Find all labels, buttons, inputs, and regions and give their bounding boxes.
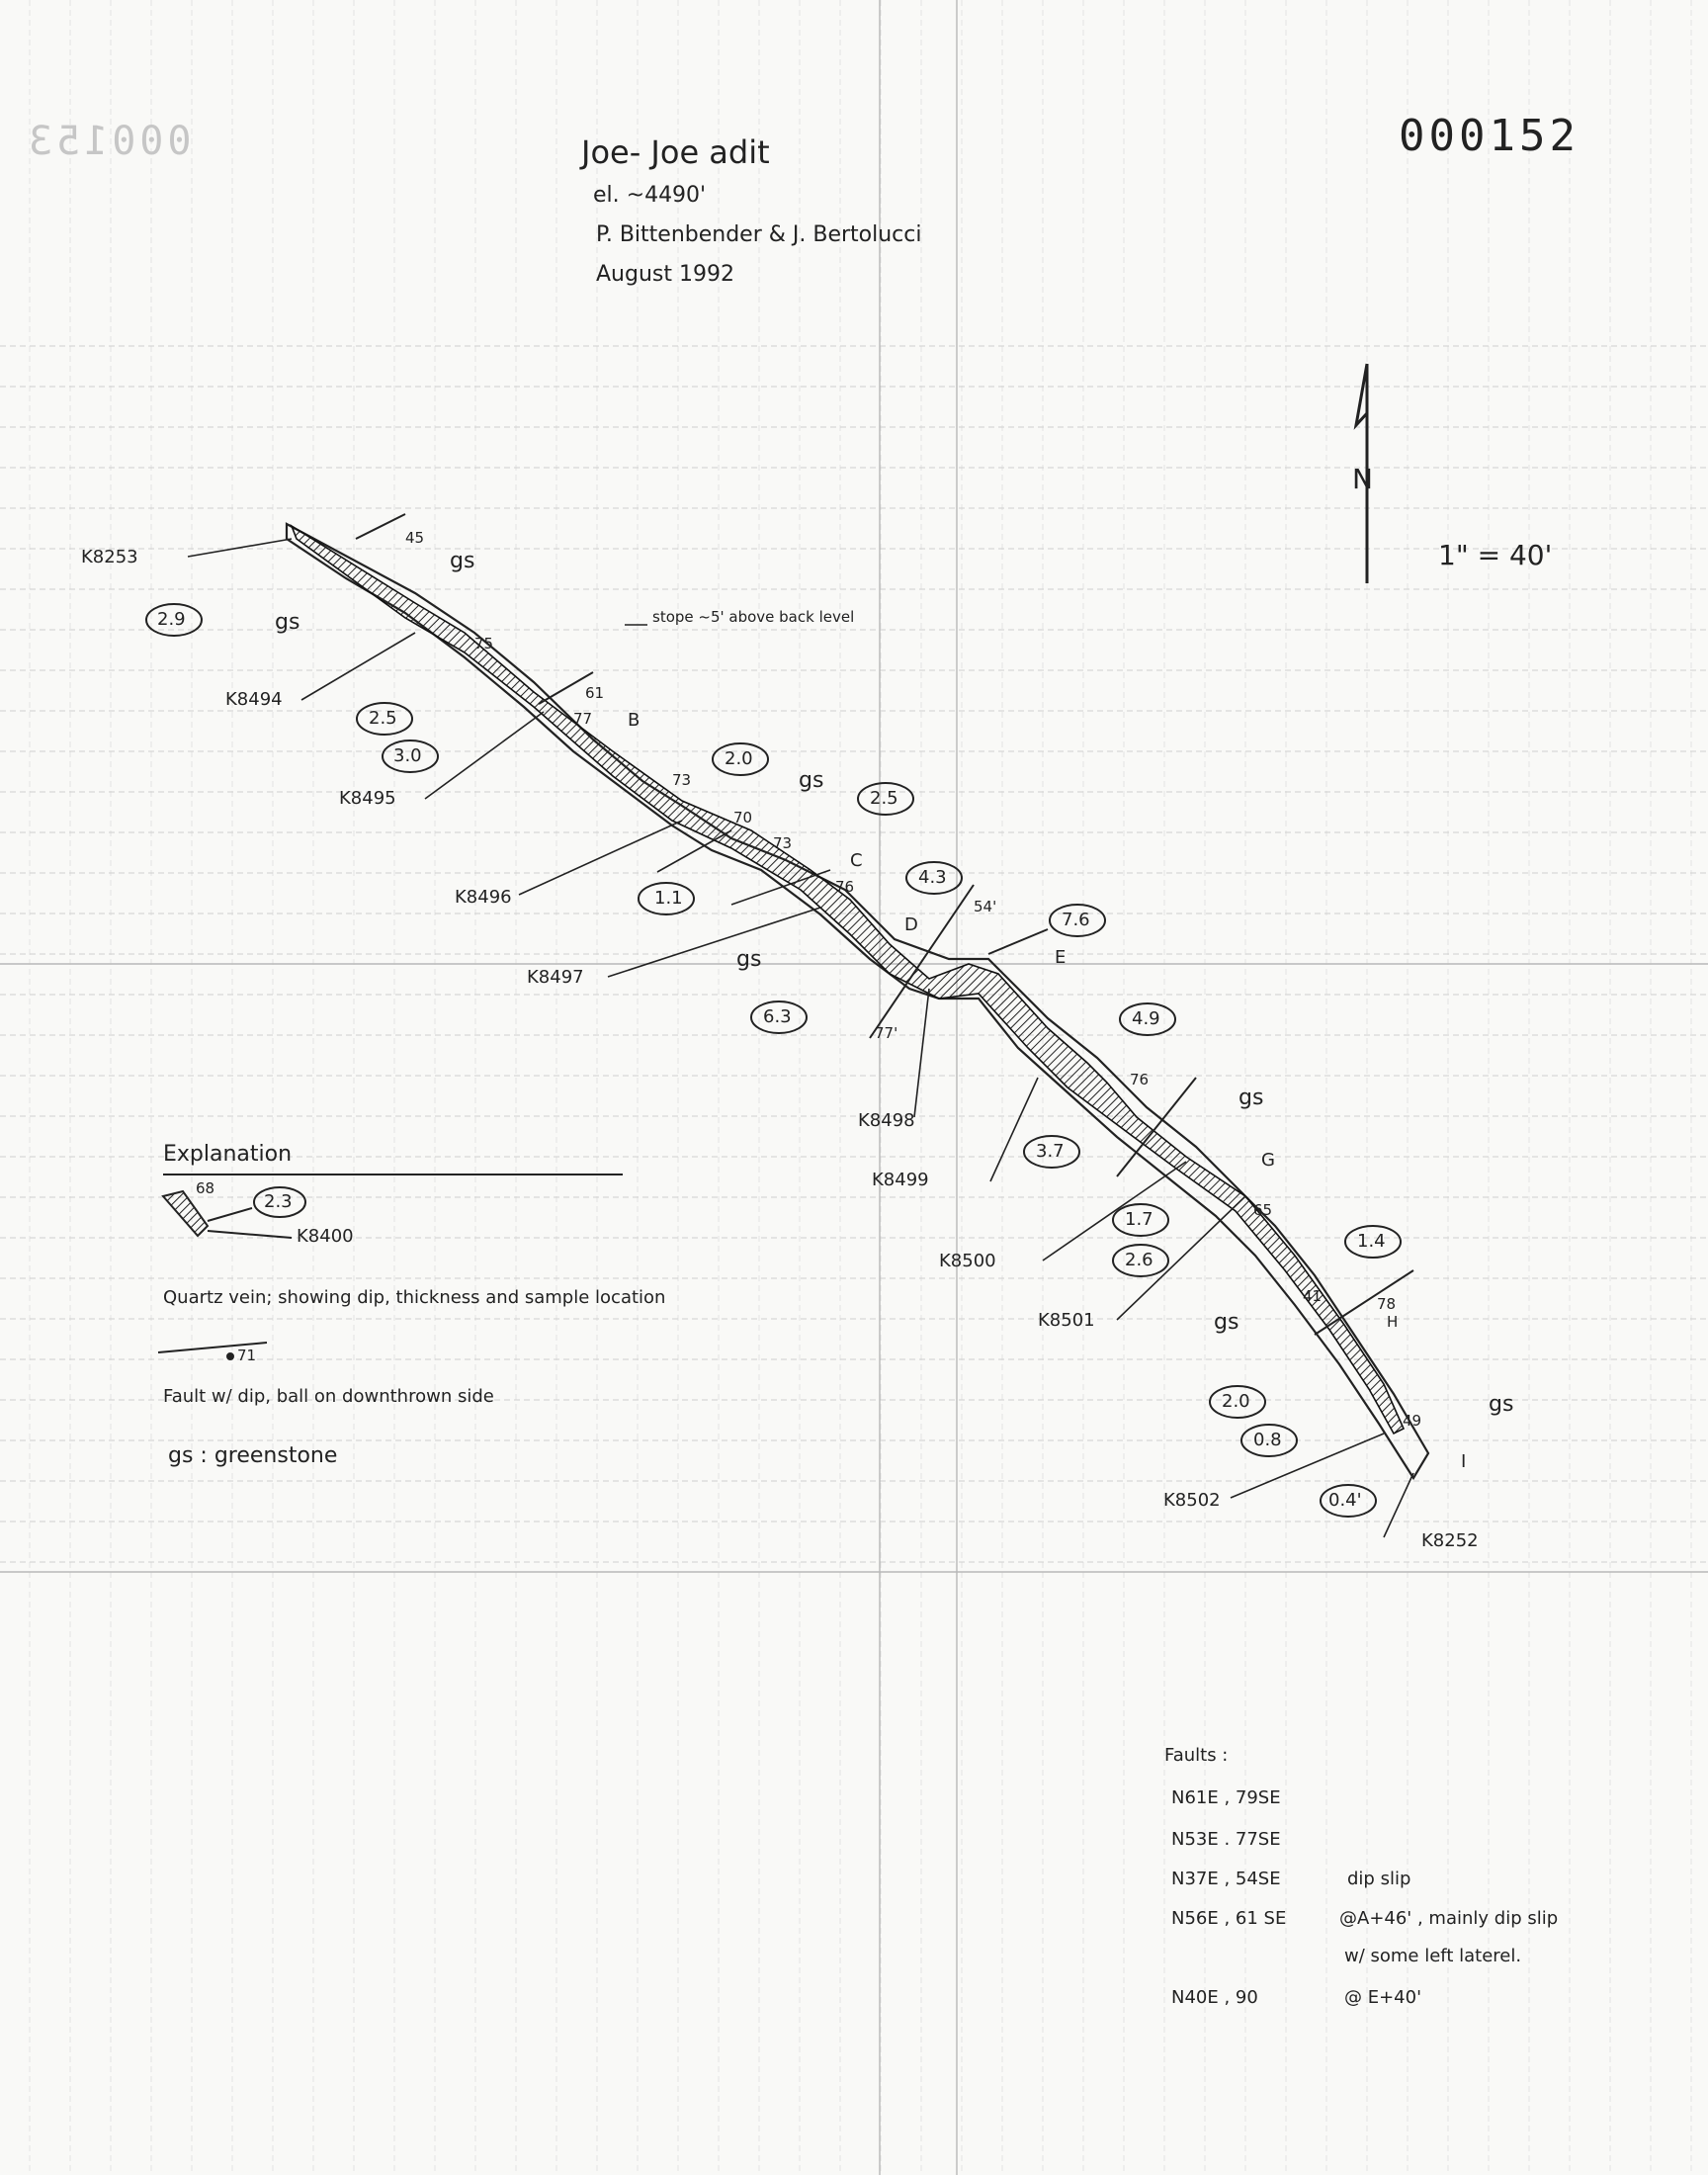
explanation-vein-sample: K8400 — [297, 1226, 354, 1247]
sample-label: K8496 — [455, 887, 512, 908]
explanation-gs-text: gs : greenstone — [168, 1443, 338, 1468]
dip-value: 77 — [573, 710, 593, 728]
document-id: 000152 — [1399, 111, 1580, 161]
thickness-value: 3.0 — [393, 745, 422, 766]
dip-value: 77' — [875, 1024, 898, 1042]
sample-label: K8253 — [81, 547, 138, 567]
dip-value: 45 — [405, 529, 425, 547]
dip-value: 54' — [974, 898, 997, 915]
explanation-heading: Explanation — [163, 1142, 293, 1167]
dip-value: 49 — [1403, 1412, 1422, 1430]
thickness-value: 0.4' — [1328, 1490, 1362, 1511]
rock-label: gs — [1489, 1392, 1514, 1417]
dip-value: 73 — [773, 834, 793, 852]
faults-heading: Faults : — [1164, 1745, 1229, 1766]
sample-label: K8497 — [527, 967, 584, 988]
thickness-value: 4.9 — [1132, 1008, 1160, 1029]
thickness-value: 6.3 — [763, 1006, 792, 1027]
thickness-value: 3.7 — [1036, 1141, 1065, 1162]
dip-value: 41 — [1303, 1287, 1323, 1305]
fault-note: @A+46' , mainly dip slip — [1339, 1908, 1559, 1929]
dip-value: 73 — [672, 771, 692, 789]
rock-label: gs — [450, 549, 475, 573]
dip-value: 78 — [1377, 1295, 1397, 1313]
fault-strike: N53E . 77SE — [1171, 1829, 1281, 1850]
thickness-value: 4.3 — [918, 867, 947, 888]
map-title: Joe- Joe adit — [581, 133, 770, 171]
thickness-value: 2.0 — [1222, 1391, 1250, 1412]
fault-strike: N37E , 54SE — [1171, 1869, 1281, 1889]
sample-label: K8494 — [225, 689, 283, 710]
thickness-value: 0.8 — [1253, 1430, 1282, 1450]
sample-label: K8502 — [1163, 1490, 1221, 1511]
thickness-value: 2.0 — [725, 748, 753, 769]
rock-label: gs — [799, 768, 824, 793]
adit-outline — [287, 524, 1428, 1478]
fault-note: @ E+40' — [1344, 1987, 1422, 2008]
dip-value: 61 — [585, 684, 605, 702]
thickness-value: 2.5 — [369, 708, 397, 729]
dip-value: 65 — [1253, 1201, 1273, 1219]
station-label: D — [904, 914, 918, 935]
dip-value: 76 — [1130, 1071, 1150, 1088]
station-label: E — [1055, 947, 1067, 968]
fault-note: w/ some left laterel. — [1344, 1946, 1522, 1966]
station-label: C — [850, 850, 863, 871]
explanation-vein-thickness: 2.3 — [264, 1191, 293, 1212]
thickness-value: 2.5 — [870, 788, 898, 809]
explanation-vein-dip: 68 — [196, 1179, 215, 1197]
rock-label: gs — [275, 610, 300, 635]
rock-label: gs — [1238, 1086, 1264, 1110]
station-label: G — [1261, 1150, 1275, 1171]
explanation-symbols — [158, 1174, 623, 1359]
dip-value: 75 — [474, 635, 494, 652]
thickness-value: 1.4 — [1357, 1231, 1386, 1252]
document-id-ghost: 000153 — [25, 119, 192, 164]
map-date: August 1992 — [596, 262, 734, 287]
station-label: B — [628, 710, 640, 731]
dip-value: 76 — [835, 878, 855, 896]
sample-label: K8498 — [858, 1110, 915, 1131]
stope-note: stope ~5' above back level — [652, 608, 855, 626]
map-authors: P. Bittenbender & J. Bertolucci — [596, 222, 922, 247]
station-label: H — [1387, 1313, 1399, 1331]
explanation-fault-text: Fault w/ dip, ball on downthrown side — [163, 1386, 494, 1407]
thickness-value: 1.7 — [1125, 1209, 1153, 1230]
station-label: I — [1461, 1451, 1467, 1472]
thickness-value: 2.9 — [157, 609, 186, 630]
thickness-value: 2.6 — [1125, 1250, 1153, 1270]
thickness-value: 1.1 — [654, 888, 683, 909]
sample-label: K8499 — [872, 1170, 929, 1190]
explanation-vein-text: Quartz vein; showing dip, thickness and sample location — [163, 1287, 666, 1308]
north-label: N — [1352, 463, 1373, 495]
dip-value: 70 — [733, 809, 753, 826]
fault-strike: N61E , 79SE — [1171, 1787, 1281, 1808]
thickness-value: 7.6 — [1062, 910, 1090, 930]
sample-label: K8501 — [1038, 1310, 1095, 1331]
fault-strike: N40E , 90 — [1171, 1987, 1258, 2008]
fault-strike: N56E , 61 SE — [1171, 1908, 1287, 1929]
sample-label: K8252 — [1421, 1530, 1479, 1551]
rock-label: gs — [1214, 1310, 1239, 1335]
sample-label: K8495 — [339, 788, 396, 809]
rock-label: gs — [736, 947, 762, 972]
sample-label: K8500 — [939, 1251, 996, 1271]
thickness-ovals — [146, 604, 1401, 1517]
fault-note: dip slip — [1347, 1869, 1411, 1889]
scale-label: 1" = 40' — [1438, 539, 1553, 571]
explanation-fault-dip: 71 — [237, 1347, 257, 1364]
map-elevation: el. ~4490' — [593, 183, 707, 208]
